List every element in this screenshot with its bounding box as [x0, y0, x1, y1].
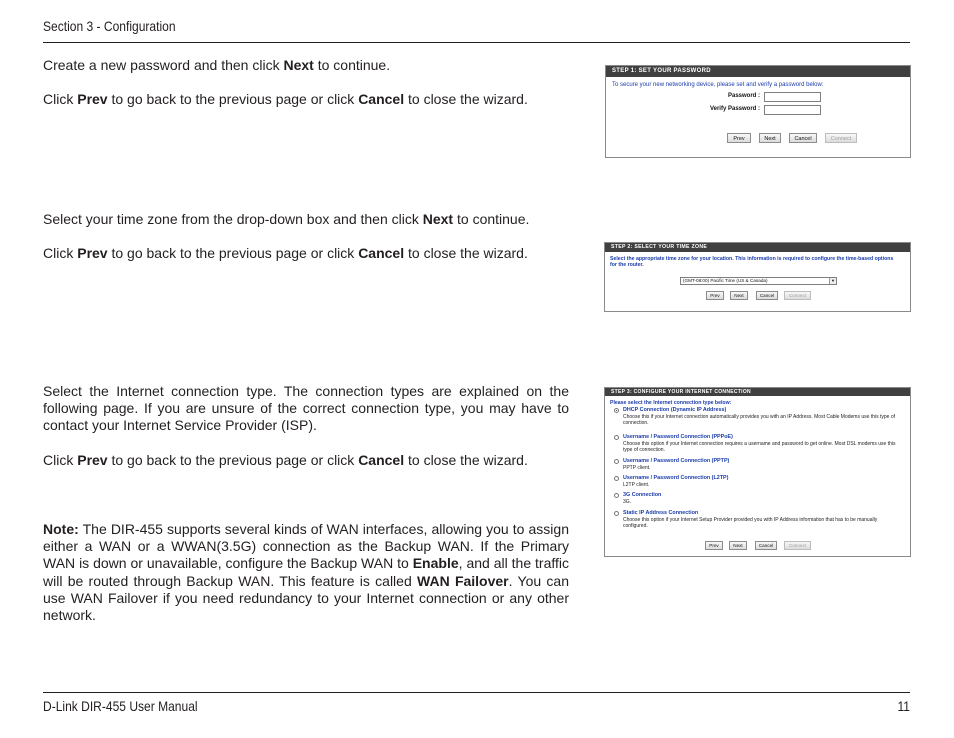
- step2-timezone-panel: [604, 242, 911, 312]
- password-label: Password :: [727, 93, 760, 99]
- connection-option-description: PPTP client.: [623, 465, 651, 471]
- connection-radio-6[interactable]: [614, 511, 619, 516]
- connection-radio-4[interactable]: [614, 476, 619, 481]
- connection-radio-5[interactable]: [614, 493, 619, 498]
- password-nav-instruction: Click Prev to go back to the previous page or click Cancel to close the wizard.: [43, 91, 528, 107]
- next-button[interactable]: Next: [729, 541, 747, 550]
- password-input[interactable]: [764, 92, 821, 102]
- chevron-down-icon: ▼: [829, 278, 836, 284]
- connection-instruction: Select the Internet connection type. The connection types are explained on the following page. If you are unsure of the correct connection type, you may have to contact your Internet Service Provider (ISP).: [43, 383, 569, 434]
- wan-failover-note: Note: The DIR-455 supports several kinds of WAN interfaces, allowing you to assign either a WAN or a WWAN(3.5G) connection as the Backup WAN. If the Primary WAN is down or unavailable, configure the Backup WAN to Enable, and all the traffic will be routed through Backup WAN. This feature is called WAN Failover. You can use WAN Failover if you need redundancy to your Internet connection or any other network.: [43, 521, 570, 624]
- timezone-nav-instruction: Click Prev to go back to the previous page or click Cancel to close the wizard.: [43, 245, 528, 261]
- connect-button[interactable]: Connect: [784, 541, 811, 550]
- header-rule: [43, 42, 910, 43]
- next-button[interactable]: Next: [730, 291, 748, 300]
- verify-password-input[interactable]: [764, 105, 821, 115]
- next-button[interactable]: Next: [759, 133, 781, 143]
- cancel-button[interactable]: Cancel: [756, 291, 778, 300]
- step3-connection-panel: [604, 387, 911, 557]
- step1-password-panel: [605, 65, 911, 158]
- verify-password-label: Verify Password :: [709, 106, 760, 112]
- connection-option-description: L2TP client.: [623, 482, 650, 488]
- timezone-instruction: Select your time zone from the drop-down box and then click Next to continue.: [43, 211, 530, 227]
- connection-option-label: Username / Password Connection (L2TP): [623, 475, 729, 481]
- connection-option-description: Choose this option if your Internet connection requires a username and password to get online. Most DSL modems use this type of connection.: [623, 441, 896, 454]
- step1-title: STEP 1: SET YOUR PASSWORD: [606, 66, 910, 77]
- step2-title: STEP 2: SELECT YOUR TIME ZONE: [605, 243, 910, 252]
- timezone-select[interactable]: [680, 277, 837, 285]
- footer-rule: [43, 692, 910, 693]
- connection-nav-instruction: Click Prev to go back to the previous page or click Cancel to close the wizard.: [43, 452, 528, 468]
- connection-option-label: 3G Connection: [623, 492, 662, 498]
- connection-option-description: 3G.: [623, 499, 632, 505]
- timezone-selected-value: (GMT-08:00) Pacific Time (US & Canada): [683, 278, 768, 283]
- step3-title: STEP 3: CONFIGURE YOUR INTERNET CONNECTION: [605, 388, 910, 396]
- connection-option-label: Username / Password Connection (PPTP): [623, 458, 730, 464]
- step3-intro: Please select the Internet connection type below:: [610, 400, 732, 406]
- prev-button[interactable]: Prev: [727, 133, 751, 143]
- password-instruction: Create a new password and then click Next to continue.: [43, 57, 391, 73]
- connect-button[interactable]: Connect: [784, 291, 811, 300]
- connection-radio-1[interactable]: [614, 408, 619, 413]
- connection-radio-3[interactable]: [614, 459, 619, 464]
- cancel-button[interactable]: Cancel: [755, 541, 777, 550]
- connection-option-description: Choose this option if your Internet Setup Provider provided you with IP Address information that has to be manually configured.: [623, 517, 878, 530]
- cancel-button[interactable]: Cancel: [789, 133, 817, 143]
- connect-button[interactable]: Connect: [825, 133, 857, 143]
- prev-button[interactable]: Prev: [706, 291, 724, 300]
- connection-option-label: Static IP Address Connection: [623, 510, 699, 516]
- step1-intro: To secure your new networking device, please set and verify a password below:: [612, 82, 824, 88]
- connection-option-description: Choose this if your Internet connection automatically provides you with an IP Address. Most Cable Modems use this type of connection.: [623, 414, 895, 427]
- prev-button[interactable]: Prev: [705, 541, 723, 550]
- connection-option-label: DHCP Connection (Dynamic IP Address): [623, 407, 727, 413]
- footer-manual-title: D-Link DIR-455 User Manual: [43, 698, 198, 714]
- connection-radio-2[interactable]: [614, 435, 619, 440]
- connection-option-label: Username / Password Connection (PPPoE): [623, 434, 733, 440]
- step2-intro: Select the appropriate time zone for your location. This information is required to configure the time-based options for the router.: [610, 256, 894, 268]
- page-number: 11: [897, 698, 910, 714]
- section-header: Section 3 - Configuration: [43, 18, 176, 34]
